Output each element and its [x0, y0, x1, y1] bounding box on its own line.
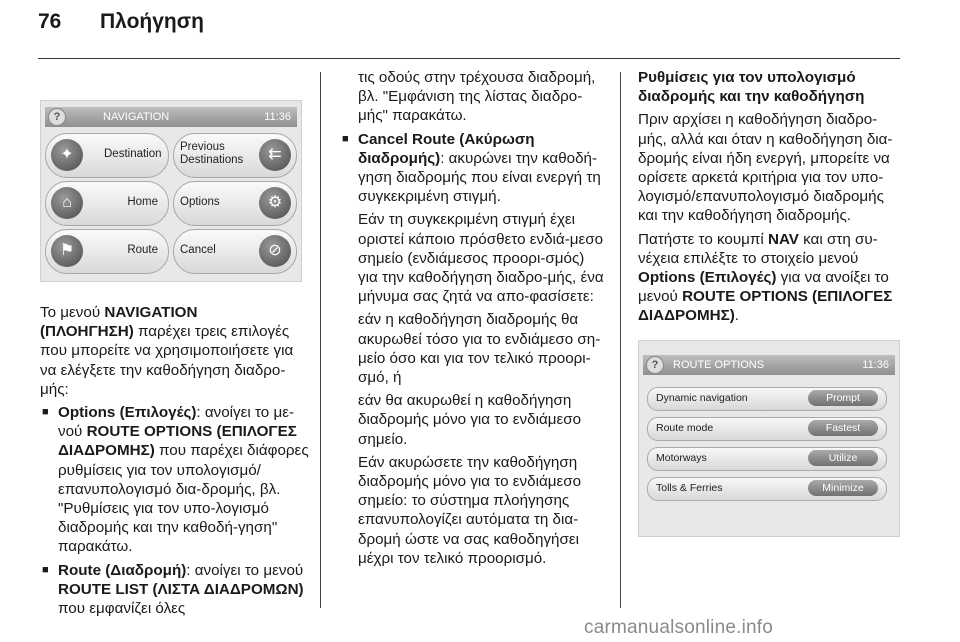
settings-paragraph-2: Πατήστε το κουμπί NAV και στη συ-νέχεια επιλέξτε το στοιχείο μενού Options (Επιλογές) για να ανοίξει το μενού ROUTE OPTIONS (ΕΠΙΛΟΓΕΣ ΔΙΑΔΡΟΜΗΣ).: [638, 230, 893, 325]
route-option-value[interactable]: Minimize: [808, 480, 878, 496]
destination-label: Destination: [104, 148, 162, 160]
route-option-row[interactable]: [647, 447, 887, 471]
column-1: [40, 303, 310, 622]
route-option-row[interactable]: [647, 477, 887, 501]
route-option-row[interactable]: [647, 387, 887, 411]
route-option-label: Tolls & Ferries: [656, 482, 723, 494]
column-3: [638, 68, 904, 330]
bullet-cancel-route: ■ Cancel Route (Ακύρωση διαδρομής): ακυρώνει την καθοδή-γηση διαδρομής που είναι ενεργή τη συγκεκριμένη στιγμή.: [340, 130, 608, 207]
route-option-value[interactable]: Utilize: [808, 450, 878, 466]
options-icon: ⚙: [259, 187, 291, 219]
watermark: carmanualsonline.info: [584, 617, 774, 638]
cancel-paragraph-4: Εάν ακυρώσετε την καθοδήγηση διαδρομής μόνο για το ενδιάμεσο σημείο: το σύστημα πλοήγησης επανυπολογίζει αυτόματα τη δια-δρομή ώστε να σας καθοδηγήσει μέχρι τον τελικό προορισμό.: [358, 453, 582, 567]
cancel-button[interactable]: [173, 229, 297, 274]
route-icon: ⚑: [51, 235, 83, 267]
route-options-screen-image: [638, 340, 900, 537]
cancel-paragraph-1: Εάν τη συγκεκριμένη στιγμή έχει οριστεί κάποιο πρόσθετο ενδιά-μεσο σημείο (ενδιάμεσος προορι-σμός) για την καθοδήγηση διαδρο-μής, ένα μήνυμα σας ζητά να απο-φασίσετε:: [358, 211, 604, 306]
navigation-screen-image: [40, 100, 302, 282]
destination-icon: ✦: [51, 139, 83, 171]
bullet-options: ■ Options (Επιλογές): ανοίγει το με-νού ROUTE OPTIONS (ΕΠΙΛΟΓΕΣ ΔΙΑΔΡΟΜΗΣ) που παρέχει διάφορες ρυθμίσεις για τον υπολογισμό/επανυπολογισμό δια-δρομής, βλ. "Ρυθμίσεις για τον υπο-λογισμό διαδρομής και την καθοδή-γηση" παρακάτω.: [40, 403, 310, 557]
navigation-screen-titlebar: [45, 107, 297, 127]
home-button[interactable]: [45, 181, 169, 226]
options-label: Options: [180, 196, 220, 208]
cancel-label: Cancel: [180, 244, 216, 256]
help-icon: ?: [646, 356, 664, 374]
route-button[interactable]: [45, 229, 169, 274]
home-label: Home: [127, 196, 158, 208]
intro-paragraph: Το μενού NAVIGATION (ΠΛΟΗΓΗΣΗ) παρέχει τρεις επιλογές που μπορείτε να χρησιμοποιήσετε για να ελέγξετε την καθοδήγηση διαδρο-μής:: [40, 304, 294, 398]
page-number: 76: [38, 10, 62, 33]
column-2: [340, 68, 608, 572]
navigation-screen-clock: 11:36: [264, 111, 291, 123]
bullet-route: ■ Route (Διαδρομή): ανοίγει το μενού ROUTE LIST (ΛΙΣΤΑ ΔΙΑΔΡΟΜΩΝ) που εμφανίζει όλες: [40, 561, 310, 619]
header-rule: [38, 58, 900, 59]
cancel-icon: ⊘: [259, 235, 291, 267]
route-option-label: Route mode: [656, 422, 714, 434]
navigation-screen-title: NAVIGATION: [103, 111, 170, 123]
column-separator-2: [620, 72, 621, 608]
section-heading: Ρυθμίσεις για τον υπολογισμό διαδρομής και την καθοδήγηση: [638, 69, 865, 106]
route-option-row[interactable]: [647, 417, 887, 441]
route-label: Route: [127, 244, 158, 256]
home-icon: ⌂: [51, 187, 83, 219]
previous-destinations-icon: ⇇: [259, 139, 291, 171]
route-option-value[interactable]: Prompt: [808, 390, 878, 406]
route-options-title: ROUTE OPTIONS: [673, 359, 765, 371]
page-title: Πλοήγηση: [100, 10, 204, 33]
options-button[interactable]: [173, 181, 297, 226]
destination-button[interactable]: [45, 133, 169, 178]
cancel-paragraph-2: εάν η καθοδήγηση διαδρομής θα ακυρωθεί τόσο για το ενδιάμεσο ση-μείο όσο και για τον τελικό προορι-σμό, ή: [358, 311, 601, 387]
column-separator-1: [320, 72, 321, 608]
route-options-clock: 11:36: [862, 359, 889, 371]
route-list-continuation: τις οδούς στην τρέχουσα διαδρομή, βλ. "Εμφάνιση της λίστας διαδρο-μής" παρακάτω.: [358, 69, 596, 125]
cancel-paragraph-3: εάν θα ακυρωθεί η καθοδήγηση διαδρομής μόνο για το ενδιάμεσο σημείο.: [358, 392, 582, 448]
help-icon: ?: [48, 108, 66, 126]
route-options-titlebar: [643, 355, 895, 375]
previous-label-1: Previous: [180, 141, 225, 153]
previous-label-2: Destinations: [180, 154, 244, 166]
route-option-label: Motorways: [656, 452, 707, 464]
route-option-value[interactable]: Fastest: [808, 420, 878, 436]
previous-destinations-button[interactable]: [173, 133, 297, 178]
route-option-label: Dynamic navigation: [656, 392, 748, 404]
settings-paragraph-1: Πριν αρχίσει η καθοδήγηση διαδρο-μής, αλλά και όταν η καθοδήγηση δια-δρομής είναι ήδη ενεργή, μπορείτε να ορίσετε αρκετά κριτήρια για τον υπο-λογισμό/επανυπολογισμό διαδρομής και την καθοδήγηση διαδρομής.: [638, 111, 893, 225]
